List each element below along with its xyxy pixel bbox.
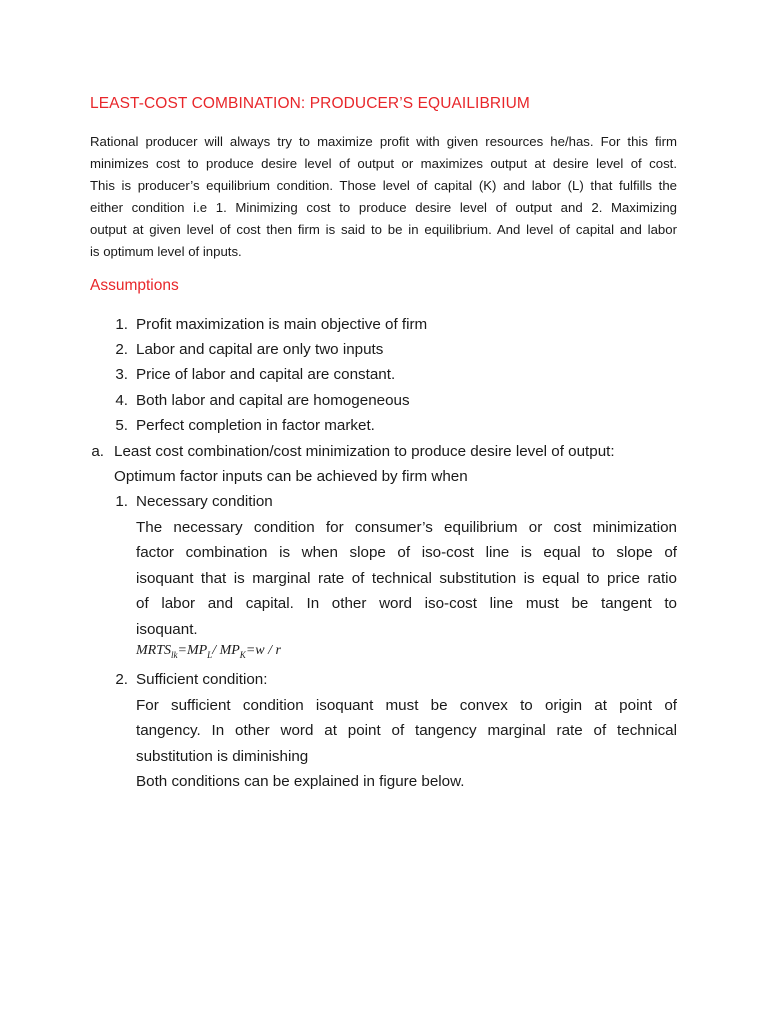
list-number: 2. <box>115 341 128 358</box>
paragraph-line: of labor and capital. In other word iso-cost line must be tangent to <box>136 595 677 613</box>
intro-line: either condition i.e 1. Minimizing cost to produce desire level of output and 2. Maximizing <box>90 199 677 215</box>
formula-mpk-subscript: K <box>239 649 246 660</box>
document-title: LEAST-COST COMBINATION: PRODUCER’S EQUAILIBRIUM <box>90 95 530 112</box>
necessary-paragraph <box>136 515 677 642</box>
necessary-heading: Necessary condition <box>136 493 273 510</box>
formula-eq2: =w / r <box>245 643 281 658</box>
section-title: Least cost combination/cost minimization to produce desire level of output: <box>114 443 615 460</box>
list-number: 1. <box>115 493 128 510</box>
paragraph-line: tangency. In other word at point of tangency marginal rate of technical <box>136 722 677 740</box>
paragraph-line: substitution is diminishing <box>136 747 309 765</box>
list-item: Labor and capital are only two inputs <box>136 341 384 358</box>
intro-line: This is producer’s equilibrium condition. Those level of capital (K) and labor (L) that fulfills the <box>90 177 677 193</box>
sufficient-paragraph <box>136 693 677 795</box>
list-item: Profit maximization is main objective of firm <box>136 316 428 333</box>
formula-mrts: MRTS <box>136 643 171 658</box>
list-number: 4. <box>115 392 128 409</box>
intro-line: Rational producer will always try to maximize profit with given resources he/has. For this firm <box>90 134 677 149</box>
formula-mrts-subscript: lk <box>171 649 178 660</box>
formula-mpl-subscript: L <box>207 649 213 660</box>
paragraph-line: factor combination is when slope of iso-cost line is equal to slope of <box>136 544 677 562</box>
paragraph-line: For sufficient condition isoquant must be convex to origin at point of <box>136 697 677 714</box>
intro-paragraph <box>90 131 677 262</box>
list-number: 5. <box>115 417 128 434</box>
list-number: 2. <box>115 671 128 688</box>
formula-slash: / MP <box>212 643 240 658</box>
sufficient-heading: Sufficient condition: <box>136 671 268 688</box>
list-number: 1. <box>115 316 128 333</box>
paragraph-line: isoquant. <box>136 620 198 638</box>
assumptions-heading: Assumptions <box>90 277 179 294</box>
section-subtitle: Optimum factor inputs can be achieved by firm when <box>114 468 468 485</box>
paragraph-line: The necessary condition for consumer’s equilibrium or cost minimization <box>136 519 677 536</box>
list-item: Price of labor and capital are constant. <box>136 366 396 383</box>
list-item: Perfect completion in factor market. <box>136 417 375 434</box>
paragraph-line: Both conditions can be explained in figure below. <box>136 773 465 791</box>
intro-line: minimizes cost to produce desire level of output or maximizes output at desire level of cost. <box>90 155 677 171</box>
intro-line: output at given level of cost then firm is said to be in equilibrium. And level of capital and labor <box>90 221 677 237</box>
paragraph-line: isoquant that is marginal rate of technical substitution is equal to price ratio <box>136 569 677 587</box>
intro-line: is optimum level of inputs. <box>90 243 242 259</box>
formula-eq1: =MP <box>177 643 208 658</box>
list-number: 3. <box>115 366 128 383</box>
section-label: a. <box>91 443 104 460</box>
mrts-formula <box>136 643 281 660</box>
list-item: Both labor and capital are homogeneous <box>136 392 410 409</box>
